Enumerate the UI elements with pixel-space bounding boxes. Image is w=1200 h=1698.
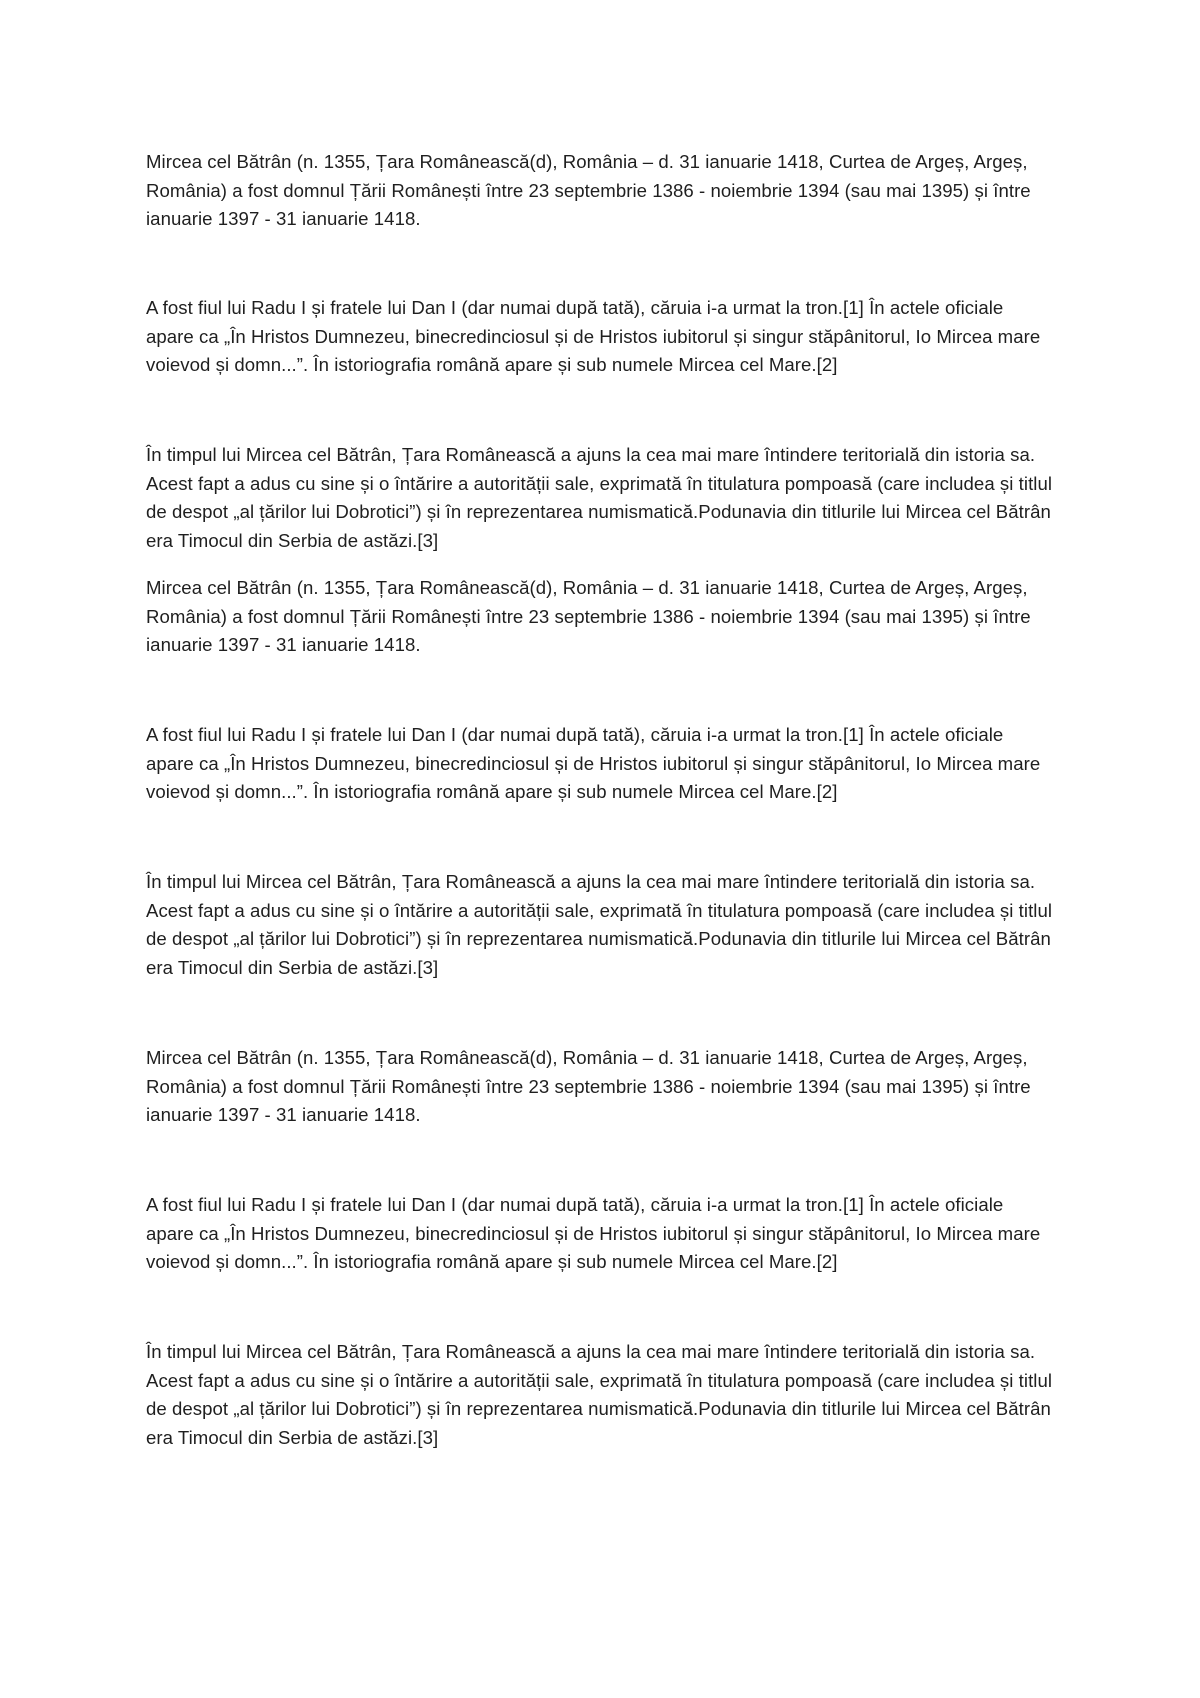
paragraph-intro-3: Mircea cel Bătrân (n. 1355, Țara Românească(d), România – d. 31 ianuarie 1418, Curtea de Argeș, Argeș, România) a fost domnul Țării Românești între 23 septembrie 1386 - noiembrie 1394 (sau mai 1395) și între ianuarie 1397 - 31 ianuarie 1418. — [146, 1047, 1031, 1125]
paragraph-lineage-3: A fost fiul lui Radu I și fratele lui Dan I (dar numai după tată), căruia i-a urmat la tron.[1] În actele oficiale apare ca „În Hristos Dumnezeu, binecredinciosul și de Hristos iubitorul și singur stăpânitorul, Io Mircea mare voievod și domn...”. În istoriografia română apare și sub numele Mircea cel Mare.[2] — [146, 1194, 1041, 1272]
paragraph-lineage-2: A fost fiul lui Radu I și fratele lui Dan I (dar numai după tată), căruia i-a urmat la tron.[1] În actele oficiale apare ca „În Hristos Dumnezeu, binecredinciosul și de Hristos iubitorul și singur stăpânitorul, Io Mircea mare voievod și domn...”. În istoriografia română apare și sub numele Mircea cel Mare.[2] — [146, 724, 1041, 802]
paragraph-reign-2: În timpul lui Mircea cel Bătrân, Țara Românească a ajuns la cea mai mare întindere teritorială din istoria sa. Acest fapt a adus cu sine și o întărire a autorității sale, exprimată în titulatura pompoasă (care includea și titlul de despot „al țărilor lui Dobrotici”) și în reprezentarea numismatică.Podunavia din titlurile lui Mircea cel Bătrân era Timocul din Serbia de astăzi.[3] — [146, 871, 1053, 978]
paragraph-lineage-1: A fost fiul lui Radu I și fratele lui Dan I (dar numai după tată), căruia i-a urmat la tron.[1] În actele oficiale apare ca „În Hristos Dumnezeu, binecredinciosul și de Hristos iubitorul și singur stăpânitorul, Io Mircea mare voievod și domn...”. În istoriografia română apare și sub numele Mircea cel Mare.[2] — [146, 297, 1041, 375]
paragraph-reign-1: În timpul lui Mircea cel Bătrân, Țara Românească a ajuns la cea mai mare întindere teritorială din istoria sa. Acest fapt a adus cu sine și o întărire a autorității sale, exprimată în titulatura pompoasă (care includea și titlul de despot „al țărilor lui Dobrotici”) și în reprezentarea numismatică.Podunavia din titlurile lui Mircea cel Bătrân era Timocul din Serbia de astăzi.[3] — [146, 444, 1053, 551]
paragraph-intro-2: Mircea cel Bătrân (n. 1355, Țara Românească(d), România – d. 31 ianuarie 1418, Curtea de Argeș, Argeș, România) a fost domnul Țării Românești între 23 septembrie 1386 - noiembrie 1394 (sau mai 1395) și între ianuarie 1397 - 31 ianuarie 1418. — [146, 577, 1031, 655]
paragraph-reign-3: În timpul lui Mircea cel Bătrân, Țara Românească a ajuns la cea mai mare întindere teritorială din istoria sa. Acest fapt a adus cu sine și o întărire a autorității sale, exprimată în titulatura pompoasă (care includea și titlul de despot „al țărilor lui Dobrotici”) și în reprezentarea numismatică.Podunavia din titlurile lui Mircea cel Bătrân era Timocul din Serbia de astăzi.[3] — [146, 1341, 1053, 1448]
paragraph-intro-1: Mircea cel Bătrân (n. 1355, Țara Românească(d), România – d. 31 ianuarie 1418, Curtea de Argeș, Argeș, România) a fost domnul Țării Românești între 23 septembrie 1386 - noiembrie 1394 (sau mai 1395) și între ianuarie 1397 - 31 ianuarie 1418. — [146, 151, 1031, 229]
